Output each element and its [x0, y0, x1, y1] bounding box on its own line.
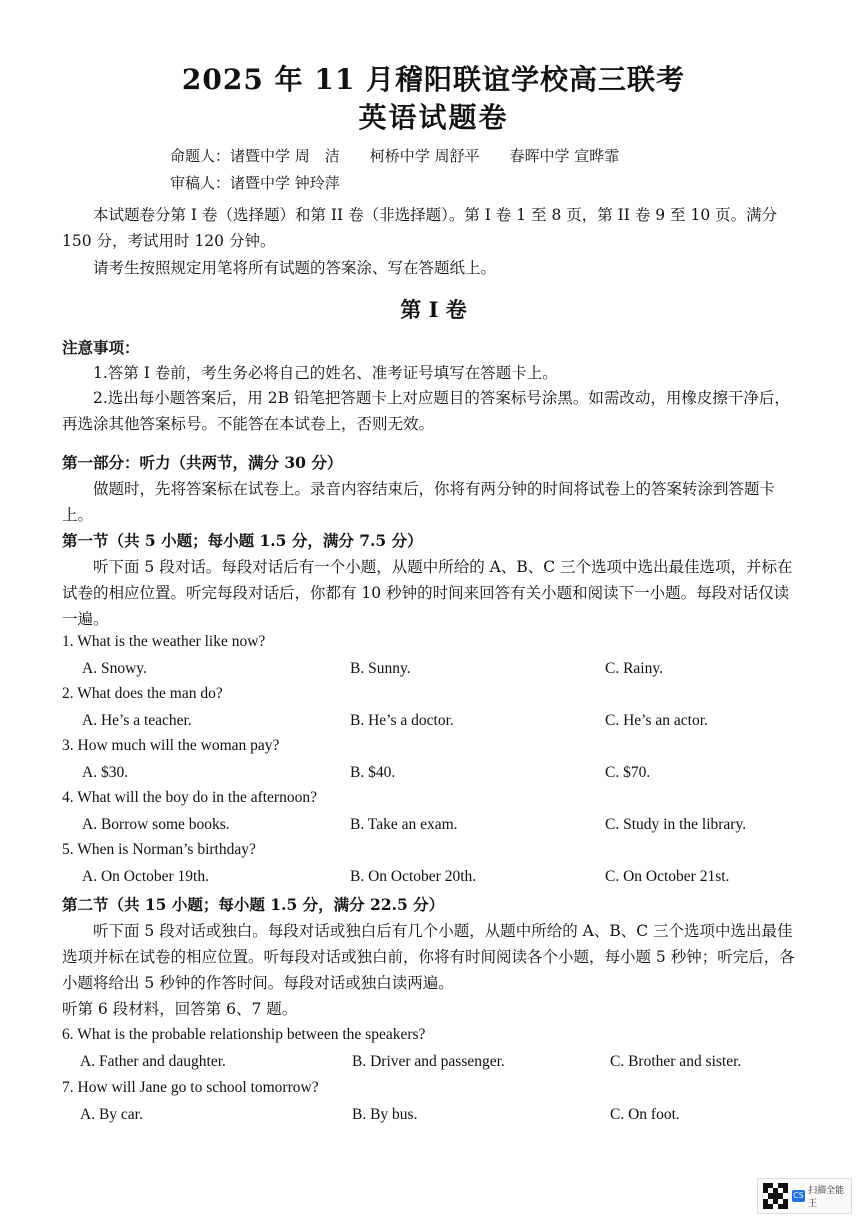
question-7-option-b: B. By bus.: [352, 1106, 418, 1123]
question-3-option-a: A. $30.: [82, 764, 129, 781]
question-6-option-b: B. Driver and passenger.: [352, 1053, 505, 1070]
question-7: 7. How will Jane go to school tomorrow?: [62, 1079, 319, 1096]
question-4-option-b: B. Take an exam.: [350, 816, 458, 833]
intro-instruction: 请考生按照规定用笔将所有试题的答案涂、写在答题纸上。: [93, 259, 497, 277]
question-1: 1. What is the weather like now?: [62, 633, 266, 650]
material-6-line: 听第 6 段材料，回答第 6、7 题。: [62, 1000, 298, 1018]
exam-subtitle: 英语试题卷: [358, 101, 509, 134]
note-2: 2.选出每小题答案后，用 2B 铅笔把答题卡上对应题目的答案标号涂黑。如需改动，用橡皮擦干净后，再选涂其他答案标号。不能答在本试卷上，否则无效。: [62, 389, 790, 433]
question-1-option-c: C. Rainy.: [605, 660, 663, 677]
volume-title: 第 I 卷: [400, 297, 467, 322]
question-7-option-c: C. On foot.: [610, 1106, 680, 1123]
question-2-option-c: C. He’s an actor.: [605, 712, 708, 729]
question-6: 6. What is the probable relationship between the speakers?: [62, 1026, 426, 1043]
authors-line: 命题人：诸暨中学 周 洁 柯桥中学 周舒平 春晖中学 宣晔霏: [170, 147, 620, 165]
question-2: 2. What does the man do?: [62, 685, 223, 702]
section1-heading: 第一节（共 5 小题；每小题 1.5 分，满分 7.5 分）: [62, 531, 423, 550]
part1-heading: 第一部分：听力（共两节，满分 30 分）: [62, 453, 343, 472]
qr-code-icon: [763, 1183, 788, 1209]
question-1-option-b: B. Sunny.: [350, 660, 411, 677]
question-6-option-a: A. Father and daughter.: [80, 1053, 226, 1070]
question-3-option-c: C. $70.: [605, 764, 651, 781]
question-5-option-b: B. On October 20th.: [350, 868, 477, 885]
exam-title: 2025 年 11 月稽阳联谊学校高三联考: [181, 63, 686, 96]
question-7-option-a: A. By car.: [80, 1106, 143, 1123]
part1-instruction: 做题时，先将答案标在试卷上。录音内容结束后，你将有两分钟的时间将试卷上的答案转涂到答题卡上。: [62, 480, 776, 524]
question-5: 5. When is Norman’s birthday?: [62, 841, 256, 858]
question-2-option-a: A. He’s a teacher.: [82, 712, 192, 729]
question-4-option-c: C. Study in the library.: [605, 816, 747, 833]
notes-heading: 注意事项：: [62, 338, 140, 357]
section2-instruction: 听下面 5 段对话或独白。每段对话或独白后有几个小题，从题中所给的 A、B、C 三个选项中选出最佳选项并标在试卷的相应位置。听每段对话或独白前，你将有时间阅读各个小题，每小题 5 秒钟；听完后，各小题将给出 5 秒钟的作答时间。每段对话或独白读两遍。: [62, 922, 795, 992]
question-5-option-c: C. On October 21st.: [605, 868, 730, 885]
question-3: 3. How much will the woman pay?: [62, 737, 280, 754]
question-3-option-b: B. $40.: [350, 764, 396, 781]
section2-heading: 第二节（共 15 小题；每小题 1.5 分，满分 22.5 分）: [62, 895, 445, 914]
question-4: 4. What will the boy do in the afternoon?: [62, 789, 317, 806]
question-2-option-b: B. He’s a doctor.: [350, 712, 454, 729]
intro-paragraph: 本试题卷分第 I 卷（选择题）和第 II 卷（非选择题）。第 I 卷 1 至 8 页，第 II 卷 9 至 10 页。满分 150 分，考试用时 120 分钟。: [62, 206, 778, 250]
note-1: 1.答第 I 卷前，考生务必将自己的姓名、准考证号填写在答题卡上。: [93, 364, 558, 382]
scanner-brand-text: 扫描全能王: [808, 1186, 845, 1209]
question-5-option-a: A. On October 19th.: [82, 868, 209, 885]
question-1-option-a: A. Snowy.: [82, 660, 147, 677]
question-4-option-a: A. Borrow some books.: [82, 816, 230, 833]
reviewer-line: 审稿人：诸暨中学 钟玲萍: [170, 174, 340, 192]
camscanner-logo-icon: CS: [793, 1191, 804, 1200]
question-6-option-c: C. Brother and sister.: [610, 1053, 742, 1070]
scanner-watermark: [757, 1178, 852, 1214]
section1-instruction: 听下面 5 段对话。每段对话后有一个小题，从题中所给的 A、B、C 三个选项中选出最佳选项，并标在试卷的相应位置。听完每段对话后，你都有 10 秒钟的时间来回答有关小题和阅读下一小题。每段对话仅读一遍。: [62, 558, 793, 628]
